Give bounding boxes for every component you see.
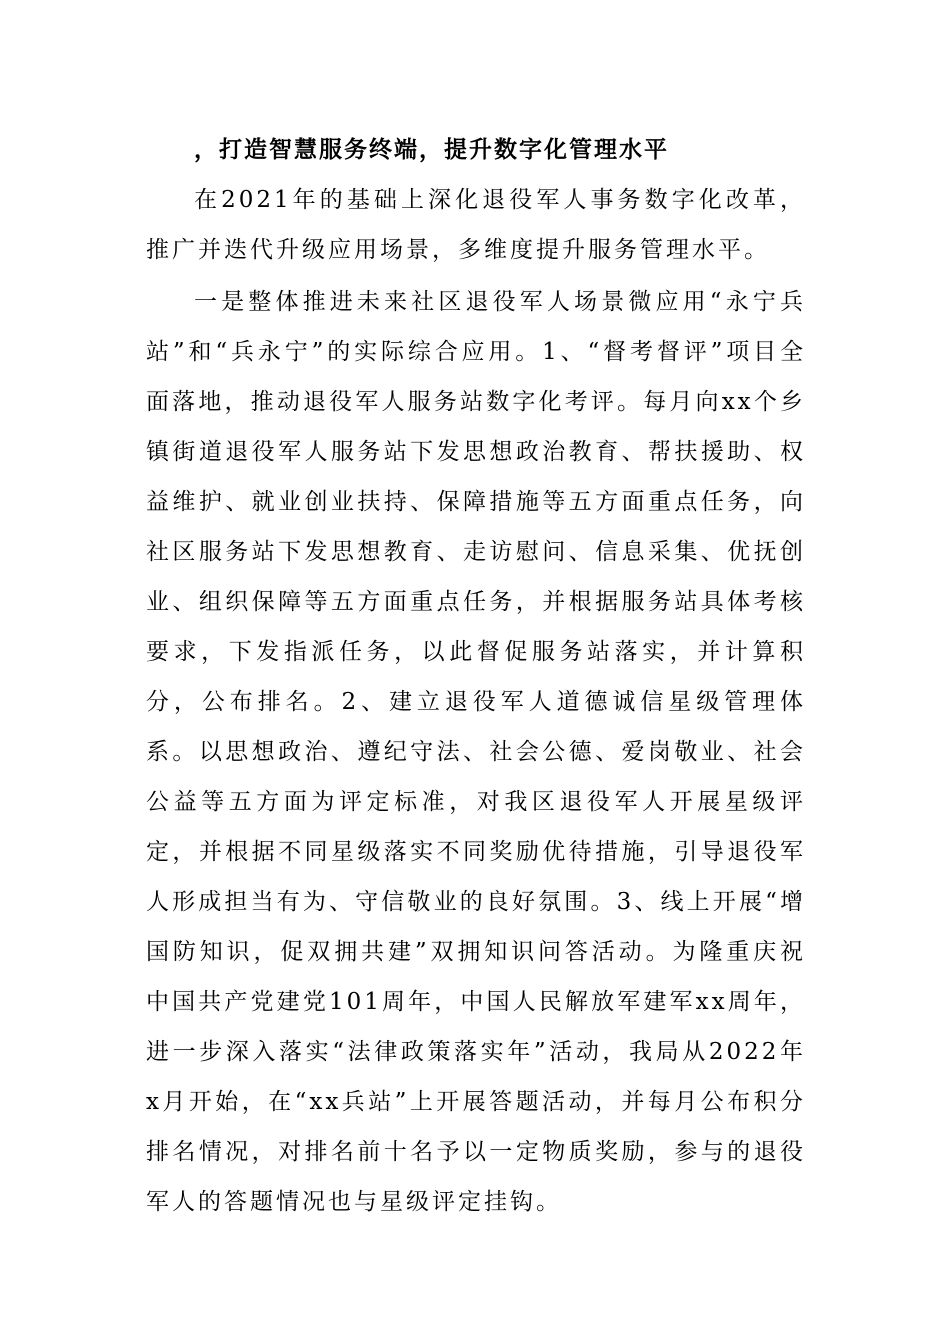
detail-paragraph: 一是整体推进未来社区退役军人场景微应用“永宁兵站”和“兵永宁”的实际综合应用。1、“督考督评”项目全面落地，推动退役军人服务站数字化考评。每月向xx个乡镇街道退役军人服务站下发思想政治教育、帮扶援助、权益维护、就业创业扶持、保障措施等五方面重点任务，向社区服务站下发思想教育、走访慰问、信息采集、优抚创业、组织保障等五方面重点任务，并根据服务站具体考核要求，下发指派任务，以此督促服务站落实，并计算积分，公布排名。2、建立退役军人道德诚信星级管理体系。以思想政治、遵纪守法、社会公德、爱岗敬业、社会公益等五方面为评定标准，对我区退役军人开展星级评定，并根据不同星级落实不同奖励优待措施，引导退役军人形成担当有为、守信敬业的良好氛围。3、线上开展“增国防知识，促双拥共建”双拥知识问答活动。为隆重庆祝中国共产党建党101周年，中国人民解放军建军xx周年，进一步深入落实“法律政策落实年”活动，我局从2022年x月开始，在“xx兵站”上开展答题活动，并每月公布积分排名情况，对排名前十名予以一定物质奖励，参与的退役军人的答题情况也与星级评定挂钩。 [146, 289, 806, 1215]
section-heading: ，打造智慧服务终端，提升数字化管理水平 [194, 136, 669, 163]
document-body [146, 125, 806, 1227]
intro-paragraph: 在2021年的基础上深化退役军人事务数字化改革，推广并迭代升级应用场景，多维度提升服务管理水平。 [146, 187, 806, 263]
